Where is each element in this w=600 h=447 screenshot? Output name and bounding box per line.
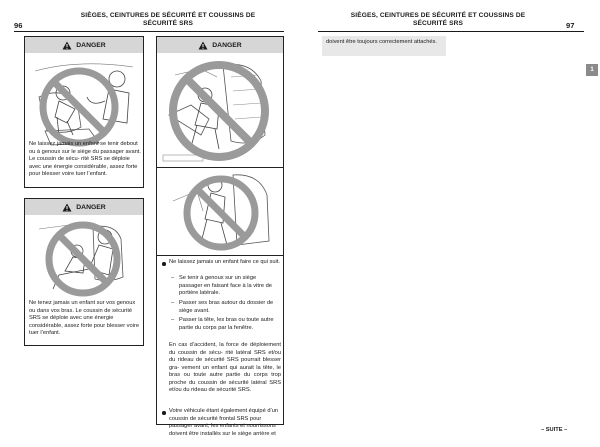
danger-box-3 (156, 36, 284, 437)
danger-box-1 (24, 36, 144, 188)
prohibition-icon (173, 65, 265, 157)
dash-marker: – (171, 300, 175, 306)
left-header-rule (14, 31, 284, 32)
right-page-header: SIÈGES, CEINTURES DE SÉCURITÉ ET COUSSINS DE SÉCURITÉ SRS (350, 12, 526, 27)
box-3-dash-3: Passer la tête, les bras ou toute autre partie du corps par la fenêtre. (179, 317, 274, 331)
danger-box-2 (24, 198, 144, 346)
prohibition-icon (43, 71, 115, 143)
dash-marker: – (171, 275, 175, 281)
footer-suite: – SUITE – (541, 427, 568, 433)
box-3-bullet-2: Votre véhicule étant également équipé d’un coussin de sécurité frontal SRS pour passager avant, les enfants et nourrissons doivent être installés sur le siège arrière et (169, 408, 279, 437)
bullet-dot (162, 262, 166, 266)
illustration-separator (157, 167, 283, 168)
box-3-dash-1: Se tenir à genoux sur un siège passager en faisant face à la vitre de portière latérale. (179, 275, 272, 296)
child-standing-on-seat-illustration (29, 57, 139, 153)
child-leaning-on-door-illustration (161, 55, 279, 165)
box-3-paragraph: En cas d’accident, la force de déploiement du coussin de sécu- rité latéral SRS et/ou du rideau de sécurité SRS pourrait blesser gra- vement un enfant qui aurait la tête, le bras ou toute autre partie du corps trop proche du coussin de sécurité latéral SRS et/ou du rideau de sécurité SRS. (169, 342, 281, 393)
warning-triangle-icon (62, 41, 72, 50)
side-tab: 1 (586, 64, 598, 76)
danger-label: DANGER (76, 41, 106, 49)
danger-label: DANGER (212, 41, 242, 49)
left-page-header: SIÈGES, CEINTURES DE SÉCURITÉ ET COUSSINS DE SÉCURITÉ SRS (80, 12, 256, 27)
bullet-dot (162, 411, 166, 415)
danger-box-1-text: Ne laissez jamais un enfant se tenir debout ou à genoux sur le siège du passager avant. Le coussin de sécu- rité SRS se déploie avec une énergie considérable, assez forte pour blesser voire tuer l’enfant. (29, 141, 141, 177)
danger-bar (25, 199, 143, 215)
danger-box-2-text: Ne tenez jamais un enfant sur vos genoux ou dans vos bras. Le coussin de sécurité SRS se déploie avec une énergie considérable, assez forte pour blesser voire tuer l’enfant. (29, 300, 140, 336)
warning-triangle-icon (198, 41, 208, 50)
box-3-bullet-1: Ne laissez jamais un enfant faire ce qui suit. (169, 259, 280, 265)
child-head-out-window-illustration (163, 171, 279, 255)
box-3-dash-2: Passer ses bras autour du dossier de siège avant. (179, 300, 274, 314)
danger-label: DANGER (76, 203, 106, 211)
right-page-number: 97 (566, 21, 575, 30)
danger-bar (25, 37, 143, 53)
continuation-text: doivent être toujours correctement attachés. (326, 39, 437, 45)
dash-marker: – (171, 317, 175, 323)
prohibition-icon (49, 225, 117, 293)
left-page-number: 96 (14, 21, 23, 30)
child-on-lap-illustration (29, 219, 139, 297)
warning-triangle-icon (62, 203, 72, 212)
text-separator (157, 255, 283, 256)
continuation-box (322, 36, 446, 56)
danger-bar (157, 37, 283, 53)
right-header-rule (318, 31, 584, 32)
